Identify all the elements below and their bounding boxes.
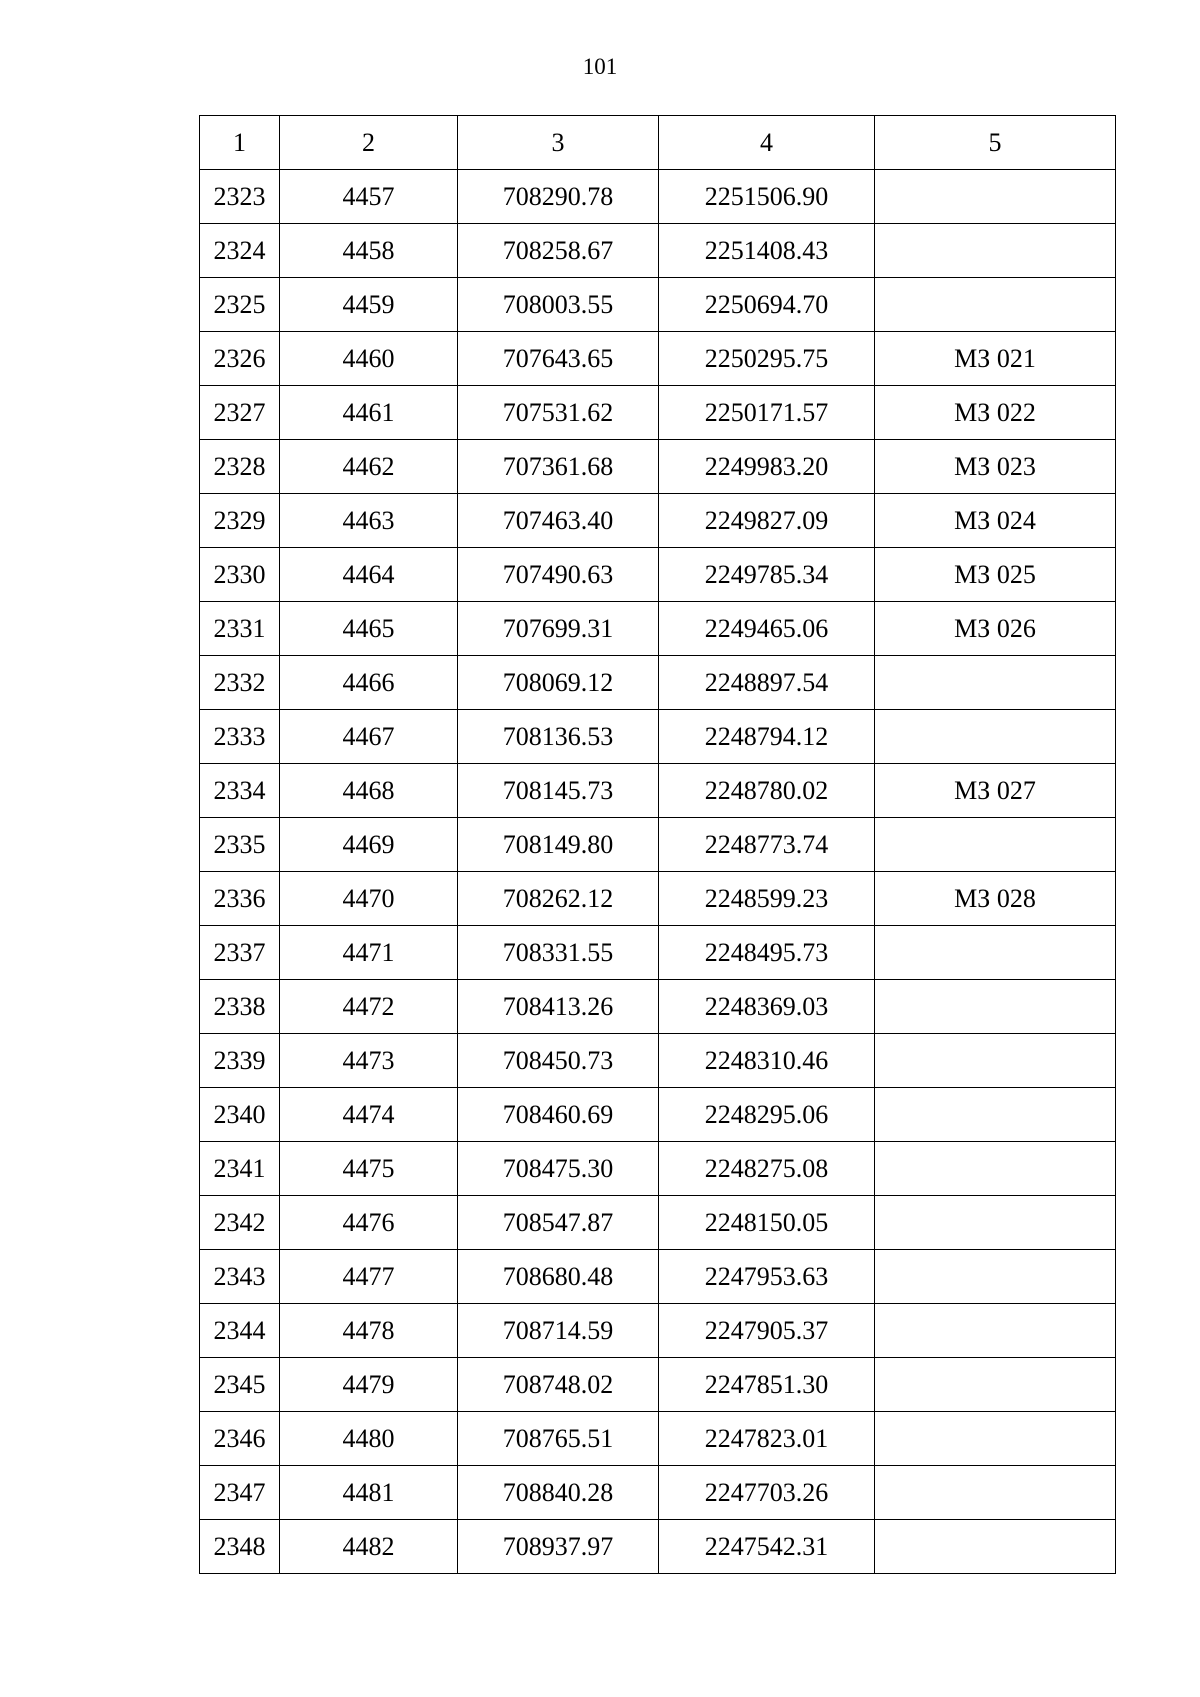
table-cell-col-2: 4462 <box>280 440 458 494</box>
table-cell-col-1: 2324 <box>200 224 280 278</box>
table-cell-col-4: 2248780.02 <box>659 764 875 818</box>
table-cell-col-1: 2328 <box>200 440 280 494</box>
table-cell-col-5 <box>875 278 1116 332</box>
table-cell-col-5: МЗ 025 <box>875 548 1116 602</box>
table-row <box>200 1304 1116 1358</box>
table-cell-col-3: 708145.73 <box>458 764 659 818</box>
table-row <box>200 1088 1116 1142</box>
table-cell-col-1: 2327 <box>200 386 280 440</box>
table-cell-col-1: 2333 <box>200 710 280 764</box>
table-cell-col-4: 2248295.06 <box>659 1088 875 1142</box>
table-cell-col-2: 4477 <box>280 1250 458 1304</box>
table-cell-col-3: 708680.48 <box>458 1250 659 1304</box>
table-cell-col-5 <box>875 1034 1116 1088</box>
table-cell-col-3: 707531.62 <box>458 386 659 440</box>
table-cell-col-4: 2250171.57 <box>659 386 875 440</box>
table-cell-col-1: 2339 <box>200 1034 280 1088</box>
table-cell-col-3: 708475.30 <box>458 1142 659 1196</box>
table-cell-col-2: 4457 <box>280 170 458 224</box>
table-cell-col-1: 2341 <box>200 1142 280 1196</box>
table-cell-col-4: 2248495.73 <box>659 926 875 980</box>
table-cell-col-3: 708331.55 <box>458 926 659 980</box>
table-cell-col-4: 2248599.23 <box>659 872 875 926</box>
table-cell-col-5 <box>875 1466 1116 1520</box>
table-cell-col-4: 2251408.43 <box>659 224 875 278</box>
header-cell-col-5: 5 <box>875 116 1116 170</box>
table-cell-col-5 <box>875 1250 1116 1304</box>
table-cell-col-2: 4479 <box>280 1358 458 1412</box>
table-row <box>200 602 1116 656</box>
table-cell-col-4: 2251506.90 <box>659 170 875 224</box>
table-cell-col-1: 2344 <box>200 1304 280 1358</box>
table-cell-col-5: МЗ 024 <box>875 494 1116 548</box>
table-row <box>200 170 1116 224</box>
table-cell-col-5 <box>875 1304 1116 1358</box>
table-row <box>200 710 1116 764</box>
table-cell-col-3: 708840.28 <box>458 1466 659 1520</box>
table-cell-col-1: 2338 <box>200 980 280 1034</box>
table-header <box>200 116 1116 170</box>
table-cell-col-2: 4464 <box>280 548 458 602</box>
coordinates-table <box>199 115 1116 1574</box>
table-cell-col-1: 2326 <box>200 332 280 386</box>
table-cell-col-5 <box>875 926 1116 980</box>
table-cell-col-2: 4481 <box>280 1466 458 1520</box>
table-row <box>200 440 1116 494</box>
table-cell-col-2: 4466 <box>280 656 458 710</box>
table-cell-col-1: 2345 <box>200 1358 280 1412</box>
table-cell-col-5 <box>875 1088 1116 1142</box>
table-cell-col-4: 2249827.09 <box>659 494 875 548</box>
table-cell-col-2: 4467 <box>280 710 458 764</box>
table-cell-col-5 <box>875 980 1116 1034</box>
table-cell-col-1: 2334 <box>200 764 280 818</box>
table-cell-col-5: МЗ 023 <box>875 440 1116 494</box>
table-cell-col-2: 4471 <box>280 926 458 980</box>
table-cell-col-1: 2343 <box>200 1250 280 1304</box>
table-row <box>200 1520 1116 1574</box>
table-cell-col-5: МЗ 026 <box>875 602 1116 656</box>
table-row <box>200 764 1116 818</box>
table-cell-col-3: 707643.65 <box>458 332 659 386</box>
table-cell-col-4: 2247823.01 <box>659 1412 875 1466</box>
table-cell-col-1: 2348 <box>200 1520 280 1574</box>
table-cell-col-5 <box>875 710 1116 764</box>
table-row <box>200 656 1116 710</box>
table-cell-col-4: 2250694.70 <box>659 278 875 332</box>
table-cell-col-1: 2330 <box>200 548 280 602</box>
table-cell-col-5 <box>875 1358 1116 1412</box>
table-cell-col-1: 2342 <box>200 1196 280 1250</box>
table-row <box>200 1412 1116 1466</box>
table-cell-col-5: МЗ 027 <box>875 764 1116 818</box>
table-cell-col-1: 2336 <box>200 872 280 926</box>
table-cell-col-2: 4478 <box>280 1304 458 1358</box>
table-cell-col-5: МЗ 022 <box>875 386 1116 440</box>
table-row <box>200 1142 1116 1196</box>
table-cell-col-3: 708149.80 <box>458 818 659 872</box>
table-cell-col-4: 2249983.20 <box>659 440 875 494</box>
header-row <box>200 116 1116 170</box>
table-cell-col-3: 708258.67 <box>458 224 659 278</box>
table-cell-col-2: 4459 <box>280 278 458 332</box>
table-row <box>200 872 1116 926</box>
table-cell-col-3: 708136.53 <box>458 710 659 764</box>
table-cell-col-3: 708262.12 <box>458 872 659 926</box>
table-cell-col-3: 708460.69 <box>458 1088 659 1142</box>
table-cell-col-3: 707361.68 <box>458 440 659 494</box>
table-row <box>200 494 1116 548</box>
table-row <box>200 1358 1116 1412</box>
table-cell-col-1: 2346 <box>200 1412 280 1466</box>
table-row <box>200 1034 1116 1088</box>
table-cell-col-4: 2247905.37 <box>659 1304 875 1358</box>
table-cell-col-1: 2329 <box>200 494 280 548</box>
table-cell-col-3: 707699.31 <box>458 602 659 656</box>
table-cell-col-5: МЗ 028 <box>875 872 1116 926</box>
table-cell-col-4: 2248369.03 <box>659 980 875 1034</box>
table-row <box>200 818 1116 872</box>
header-cell-col-3: 3 <box>458 116 659 170</box>
table-row <box>200 548 1116 602</box>
table-row <box>200 332 1116 386</box>
table-cell-col-3: 708069.12 <box>458 656 659 710</box>
table-cell-col-2: 4480 <box>280 1412 458 1466</box>
table-cell-col-4: 2247851.30 <box>659 1358 875 1412</box>
table-cell-col-5: МЗ 021 <box>875 332 1116 386</box>
header-cell-col-4: 4 <box>659 116 875 170</box>
table-cell-col-5 <box>875 1196 1116 1250</box>
table-cell-col-2: 4474 <box>280 1088 458 1142</box>
table-cell-col-2: 4460 <box>280 332 458 386</box>
table-cell-col-1: 2331 <box>200 602 280 656</box>
table-cell-col-3: 708003.55 <box>458 278 659 332</box>
table-cell-col-5 <box>875 818 1116 872</box>
table-cell-col-4: 2247703.26 <box>659 1466 875 1520</box>
table-row <box>200 926 1116 980</box>
table-cell-col-4: 2248150.05 <box>659 1196 875 1250</box>
table-cell-col-2: 4468 <box>280 764 458 818</box>
table-cell-col-3: 707490.63 <box>458 548 659 602</box>
table-cell-col-4: 2249785.34 <box>659 548 875 602</box>
table-cell-col-4: 2248897.54 <box>659 656 875 710</box>
table-cell-col-5 <box>875 224 1116 278</box>
table-cell-col-1: 2332 <box>200 656 280 710</box>
table-cell-col-5 <box>875 1142 1116 1196</box>
table-cell-col-3: 708547.87 <box>458 1196 659 1250</box>
header-cell-col-1: 1 <box>200 116 280 170</box>
table-cell-col-1: 2323 <box>200 170 280 224</box>
table-cell-col-5 <box>875 656 1116 710</box>
table-cell-col-4: 2250295.75 <box>659 332 875 386</box>
table-cell-col-4: 2248794.12 <box>659 710 875 764</box>
table-cell-col-2: 4458 <box>280 224 458 278</box>
table-cell-col-3: 708413.26 <box>458 980 659 1034</box>
table-cell-col-5 <box>875 1520 1116 1574</box>
table-cell-col-1: 2337 <box>200 926 280 980</box>
table-cell-col-4: 2248310.46 <box>659 1034 875 1088</box>
table-cell-col-2: 4465 <box>280 602 458 656</box>
table-cell-col-4: 2249465.06 <box>659 602 875 656</box>
table-cell-col-3: 708765.51 <box>458 1412 659 1466</box>
table-body <box>200 170 1116 1574</box>
table-cell-col-3: 708450.73 <box>458 1034 659 1088</box>
table-row <box>200 278 1116 332</box>
table-cell-col-3: 708290.78 <box>458 170 659 224</box>
table-row <box>200 224 1116 278</box>
table-cell-col-4: 2247542.31 <box>659 1520 875 1574</box>
table-row <box>200 1250 1116 1304</box>
table-cell-col-3: 708714.59 <box>458 1304 659 1358</box>
table-cell-col-4: 2248773.74 <box>659 818 875 872</box>
table-cell-col-2: 4472 <box>280 980 458 1034</box>
table-cell-col-5 <box>875 170 1116 224</box>
table-row <box>200 1466 1116 1520</box>
table-cell-col-2: 4470 <box>280 872 458 926</box>
table-cell-col-4: 2248275.08 <box>659 1142 875 1196</box>
table-cell-col-2: 4463 <box>280 494 458 548</box>
table-cell-col-2: 4461 <box>280 386 458 440</box>
table-cell-col-1: 2347 <box>200 1466 280 1520</box>
header-cell-col-2: 2 <box>280 116 458 170</box>
table-cell-col-3: 708748.02 <box>458 1358 659 1412</box>
table-row <box>200 1196 1116 1250</box>
table-cell-col-2: 4475 <box>280 1142 458 1196</box>
table-cell-col-3: 707463.40 <box>458 494 659 548</box>
table-cell-col-1: 2325 <box>200 278 280 332</box>
table-cell-col-2: 4476 <box>280 1196 458 1250</box>
table-cell-col-2: 4482 <box>280 1520 458 1574</box>
table-cell-col-1: 2340 <box>200 1088 280 1142</box>
table-cell-col-2: 4473 <box>280 1034 458 1088</box>
table-row <box>200 980 1116 1034</box>
table-cell-col-4: 2247953.63 <box>659 1250 875 1304</box>
table-row <box>200 386 1116 440</box>
table-cell-col-2: 4469 <box>280 818 458 872</box>
table-cell-col-1: 2335 <box>200 818 280 872</box>
table-cell-col-5 <box>875 1412 1116 1466</box>
page-number: 101 <box>582 54 618 79</box>
table-cell-col-3: 708937.97 <box>458 1520 659 1574</box>
